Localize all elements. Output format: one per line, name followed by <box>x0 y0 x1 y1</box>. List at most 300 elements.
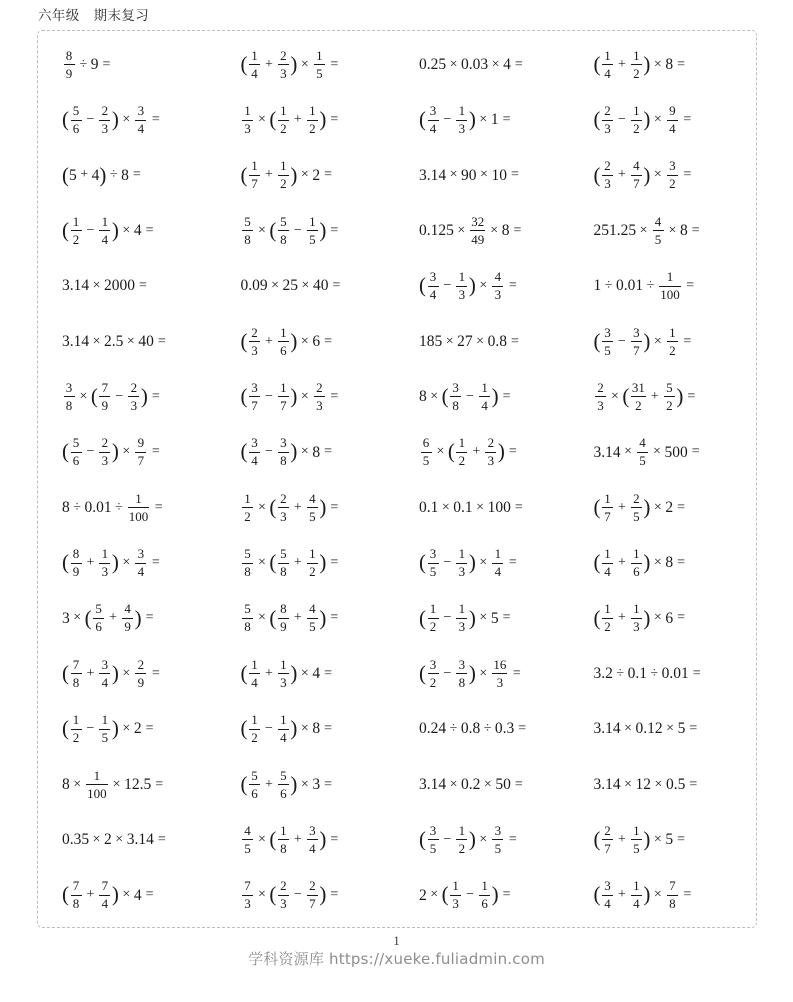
fraction-numerator: 5 <box>95 601 102 617</box>
fraction-denominator: 6 <box>95 619 102 635</box>
fraction-numerator: 1 <box>280 656 287 672</box>
fraction-numerator: 2 <box>604 158 611 174</box>
math-expression <box>62 381 160 413</box>
fraction-denominator: 2 <box>280 121 287 137</box>
fraction <box>653 215 664 247</box>
problem-cell[interactable] <box>219 369 398 424</box>
math-expression <box>419 215 521 247</box>
fraction <box>307 104 318 136</box>
problem-cell[interactable] <box>576 702 755 757</box>
parenthesis: ) <box>643 328 651 353</box>
problem-cell[interactable] <box>576 148 755 203</box>
problem-cell[interactable] <box>40 425 219 480</box>
math-expression <box>419 57 523 73</box>
math-operator: × <box>258 887 266 903</box>
fraction-numerator: 1 <box>251 712 258 728</box>
math-operator: ÷ <box>115 499 123 515</box>
fraction-denominator: 6 <box>633 564 640 580</box>
problem-cell[interactable] <box>40 702 219 757</box>
fraction-numerator: 1 <box>452 878 459 894</box>
math-expression <box>594 777 698 793</box>
problem-grid <box>38 31 756 927</box>
fraction <box>631 49 642 81</box>
math-operator: × <box>122 112 131 128</box>
problem-cell[interactable] <box>219 148 398 203</box>
fraction-denominator: 2 <box>72 730 80 746</box>
fraction <box>99 879 110 911</box>
math-expression <box>594 721 698 737</box>
fraction-numerator: 3 <box>604 324 611 340</box>
fraction-denominator: 4 <box>309 840 316 856</box>
problem-cell[interactable] <box>397 92 576 147</box>
fraction-denominator: 8 <box>244 231 251 247</box>
math-operator: + <box>618 610 626 626</box>
math-expression <box>62 436 160 468</box>
fraction-numerator: 5 <box>244 546 251 562</box>
math-operator: + <box>80 167 89 183</box>
problem-cell[interactable] <box>576 314 755 369</box>
fraction-denominator: 9 <box>72 564 80 580</box>
equals-sign: = <box>151 112 160 128</box>
parenthesis: ( <box>62 716 69 741</box>
fraction-numerator: 2 <box>633 490 640 506</box>
problem-cell[interactable] <box>576 37 755 92</box>
problem-cell[interactable] <box>219 425 398 480</box>
math-number: 3.14 <box>593 775 621 793</box>
fraction-denominator: 4 <box>669 121 676 137</box>
equals-sign: = <box>677 499 685 515</box>
fraction <box>456 658 467 690</box>
math-number: 0.3 <box>494 720 515 738</box>
fraction-denominator: 3 <box>458 564 466 580</box>
equals-sign: = <box>502 610 511 626</box>
fraction-denominator: 4 <box>429 121 437 137</box>
fraction-denominator: 4 <box>429 287 437 303</box>
problem-cell[interactable] <box>397 868 576 923</box>
math-operator: ÷ <box>646 278 655 294</box>
problem-cell[interactable] <box>576 646 755 701</box>
problem-cell[interactable] <box>219 812 398 867</box>
fraction <box>307 215 318 247</box>
fraction <box>314 381 325 413</box>
math-operator: × <box>653 333 662 349</box>
problem-cell[interactable] <box>40 480 219 535</box>
fraction <box>278 49 289 81</box>
problem-cell[interactable] <box>397 369 576 424</box>
fraction <box>307 547 318 579</box>
parenthesis: ) <box>643 162 651 187</box>
math-expression <box>241 215 339 247</box>
problem-cell[interactable] <box>40 203 219 258</box>
math-operator: × <box>92 333 101 349</box>
math-operator: − <box>443 112 452 128</box>
math-expression <box>594 436 700 468</box>
parenthesis: ) <box>468 273 476 298</box>
problem-cell[interactable] <box>576 369 755 424</box>
fraction <box>602 159 613 191</box>
problem-cell[interactable] <box>397 37 576 92</box>
parenthesis: ) <box>290 328 298 353</box>
math-operator: + <box>265 56 273 72</box>
math-operator: − <box>86 721 95 737</box>
equals-sign: = <box>139 278 147 294</box>
problem-cell[interactable] <box>576 757 755 812</box>
fraction-numerator: 7 <box>669 878 676 894</box>
fraction-denominator: 3 <box>452 896 459 912</box>
fraction <box>667 159 678 191</box>
fraction <box>242 104 253 136</box>
problem-cell[interactable] <box>40 369 219 424</box>
fraction-numerator: 1 <box>633 601 640 617</box>
math-operator: × <box>300 167 309 183</box>
fraction-bar <box>667 341 678 342</box>
problem-cell[interactable] <box>397 425 576 480</box>
parenthesis: ( <box>240 771 248 796</box>
math-operator: × <box>300 776 309 792</box>
parenthesis: ( <box>593 550 601 575</box>
math-operator: − <box>86 222 95 238</box>
equals-sign: = <box>683 167 692 183</box>
parenthesis: ( <box>419 605 426 630</box>
fraction <box>492 824 503 856</box>
fraction-numerator: 2 <box>309 878 316 894</box>
fraction <box>242 215 253 247</box>
problem-cell[interactable] <box>40 591 219 646</box>
fraction-denominator: 3 <box>280 896 287 912</box>
problem-cell[interactable] <box>40 757 219 812</box>
math-operator: × <box>300 333 309 349</box>
parenthesis: ) <box>134 605 142 630</box>
problem-cell[interactable] <box>40 148 219 203</box>
problem-cell[interactable] <box>397 148 576 203</box>
math-expression <box>419 602 510 634</box>
fraction-denominator: 4 <box>604 896 611 912</box>
fraction-denominator: 3 <box>458 121 466 137</box>
problem-cell[interactable] <box>576 591 755 646</box>
math-operator: + <box>293 610 302 626</box>
fraction-numerator: 3 <box>669 158 676 174</box>
fraction-numerator: 8 <box>65 47 73 63</box>
problem-cell[interactable] <box>219 535 398 590</box>
problem-cell[interactable] <box>397 259 576 314</box>
parenthesis: ) <box>111 439 119 464</box>
fraction-numerator: 7 <box>244 878 251 894</box>
fraction-denominator: 4 <box>604 65 611 81</box>
fraction-numerator: 4 <box>244 822 251 838</box>
problem-cell[interactable] <box>219 480 398 535</box>
problem-cell[interactable] <box>219 203 398 258</box>
watermark-credit: 学科资源库 https://xueke.fuliadmin.com <box>248 950 545 968</box>
fraction <box>479 879 490 911</box>
parenthesis: ( <box>622 384 630 409</box>
math-number: 3.14 <box>593 720 621 738</box>
fraction-numerator: 4 <box>654 213 662 229</box>
fraction-numerator: 5 <box>72 103 80 119</box>
fraction <box>135 436 146 468</box>
equals-sign: = <box>510 333 519 349</box>
problem-cell[interactable] <box>397 702 576 757</box>
math-number: 12 <box>635 775 652 793</box>
math-operator: × <box>654 776 663 792</box>
fraction-denominator: 4 <box>251 65 258 81</box>
fraction-numerator: 1 <box>429 601 437 617</box>
fraction-numerator: 1 <box>604 490 611 506</box>
fraction-denominator: 2 <box>309 121 316 137</box>
math-operator: × <box>92 278 101 294</box>
math-number: 0.1 <box>627 665 647 683</box>
equals-sign: = <box>508 555 517 571</box>
math-expression <box>594 215 700 247</box>
problem-cell[interactable] <box>576 92 755 147</box>
equals-sign: = <box>687 388 696 404</box>
fraction-numerator: 1 <box>251 656 258 672</box>
fraction-numerator: 1 <box>633 103 640 119</box>
fraction <box>602 49 613 81</box>
equals-sign: = <box>330 555 339 571</box>
math-number: 8 <box>312 720 321 738</box>
fraction <box>485 436 496 468</box>
problem-cell[interactable] <box>219 92 398 147</box>
parenthesis: ) <box>491 384 499 409</box>
fraction-denominator: 3 <box>604 176 611 192</box>
fraction-numerator: 16 <box>493 656 507 672</box>
math-operator: − <box>443 278 452 294</box>
fraction-denominator: 2 <box>429 674 437 690</box>
math-operator: − <box>265 388 273 404</box>
math-operator: × <box>479 278 488 294</box>
equals-sign: = <box>155 776 164 792</box>
fraction <box>99 713 110 745</box>
math-number: 4 <box>503 55 511 73</box>
math-expression <box>241 769 332 801</box>
fraction-denominator: 5 <box>429 564 437 580</box>
equals-sign: = <box>513 222 522 238</box>
problem-cell[interactable] <box>397 203 576 258</box>
fraction-numerator: 1 <box>604 601 611 617</box>
math-operator: × <box>258 555 266 571</box>
parenthesis: ( <box>593 882 601 907</box>
fraction <box>278 713 289 745</box>
parenthesis: ( <box>62 107 69 132</box>
problem-cell[interactable] <box>219 868 398 923</box>
math-expression <box>62 879 153 911</box>
problem-cell[interactable] <box>219 702 398 757</box>
equals-sign: = <box>157 333 166 349</box>
problem-cell[interactable] <box>219 37 398 92</box>
fraction-numerator: 4 <box>124 601 131 617</box>
math-operator: − <box>115 388 124 404</box>
problem-cell[interactable] <box>397 480 576 535</box>
fraction-numerator: 3 <box>429 269 437 285</box>
math-number: 1 <box>593 277 602 295</box>
math-number: 100 <box>487 498 511 516</box>
problem-cell[interactable] <box>576 868 755 923</box>
problem-cell[interactable] <box>40 535 219 590</box>
problem-cell[interactable] <box>397 314 576 369</box>
problem-cell[interactable] <box>40 37 219 92</box>
fraction <box>71 658 82 690</box>
math-operator: × <box>653 555 662 571</box>
problem-cell[interactable] <box>397 535 576 590</box>
problem-cell[interactable] <box>40 314 219 369</box>
fraction-numerator: 1 <box>280 379 287 395</box>
equals-sign: = <box>691 222 700 238</box>
math-number: 8 <box>419 388 427 406</box>
fraction-denominator: 2 <box>635 397 642 413</box>
fraction-denominator: 5 <box>244 840 251 856</box>
math-operator: + <box>618 167 626 183</box>
fraction <box>249 658 260 690</box>
math-number: 8 <box>62 775 70 793</box>
fraction-numerator: 1 <box>135 490 142 506</box>
problem-cell[interactable] <box>219 314 398 369</box>
math-expression <box>62 492 163 524</box>
math-number: 8 <box>665 55 674 73</box>
math-operator: − <box>443 665 452 681</box>
problem-cell[interactable] <box>40 259 219 314</box>
equals-sign: = <box>514 56 523 72</box>
problem-cell[interactable] <box>576 480 755 535</box>
fraction-numerator: 3 <box>429 656 437 672</box>
equals-sign: = <box>508 444 517 460</box>
math-number: 5 <box>490 609 499 627</box>
math-number: 500 <box>664 443 688 461</box>
math-operator: + <box>618 499 626 515</box>
problem-cell[interactable] <box>397 591 576 646</box>
math-number: 2 <box>419 886 427 904</box>
fraction-numerator: 1 <box>458 103 466 119</box>
fraction-denominator: 9 <box>124 619 131 635</box>
fraction-numerator: 1 <box>93 767 101 783</box>
fraction <box>64 49 75 81</box>
parenthesis: ) <box>468 827 476 852</box>
problem-cell[interactable] <box>576 535 755 590</box>
equals-sign: = <box>157 831 166 847</box>
fraction-numerator: 7 <box>72 878 80 894</box>
math-operator: − <box>293 222 302 238</box>
fraction <box>602 104 613 136</box>
fraction <box>71 215 82 247</box>
parenthesis: ( <box>62 439 69 464</box>
math-number: 185 <box>419 332 443 350</box>
math-number: 8 <box>312 443 321 461</box>
equals-sign: = <box>686 278 695 294</box>
equals-sign: = <box>514 499 523 515</box>
math-operator: × <box>476 499 485 515</box>
parenthesis: ( <box>593 328 601 353</box>
parenthesis: ( <box>62 882 69 907</box>
problem-cell[interactable] <box>40 92 219 147</box>
problem-cell[interactable] <box>576 425 755 480</box>
math-number: 0.5 <box>665 775 686 793</box>
problem-cell[interactable] <box>576 812 755 867</box>
math-operator: × <box>653 887 662 903</box>
equals-sign: = <box>330 112 339 128</box>
math-number: 4 <box>133 886 142 904</box>
math-operator: × <box>666 721 675 737</box>
parenthesis: ( <box>240 162 248 187</box>
problem-cell[interactable] <box>219 646 398 701</box>
fraction <box>307 492 318 524</box>
fraction-denominator: 3 <box>604 121 611 137</box>
problem-cell[interactable] <box>40 868 219 923</box>
fraction <box>595 381 606 413</box>
fraction <box>631 159 642 191</box>
problem-cell[interactable] <box>397 812 576 867</box>
fraction-numerator: 1 <box>666 269 674 285</box>
parenthesis: ( <box>62 217 69 242</box>
problem-cell[interactable] <box>397 646 576 701</box>
math-expression <box>594 879 692 911</box>
equals-sign: = <box>508 831 517 847</box>
fraction-numerator: 1 <box>481 878 488 894</box>
fraction-numerator: 7 <box>101 379 109 395</box>
math-number: 0.8 <box>460 720 481 738</box>
fraction-denominator: 3 <box>633 619 640 635</box>
fraction-numerator: 6 <box>422 435 430 451</box>
math-number: 8 <box>501 222 510 240</box>
math-number: 50 <box>495 775 511 793</box>
problem-cell[interactable] <box>397 757 576 812</box>
equals-sign: = <box>502 887 511 903</box>
math-expression <box>62 658 160 690</box>
fraction-denominator: 2 <box>604 619 611 635</box>
fraction <box>249 49 260 81</box>
math-number: 90 <box>461 166 477 184</box>
fraction-numerator: 2 <box>101 435 109 451</box>
equals-sign: = <box>324 333 332 349</box>
math-operator: × <box>479 555 488 571</box>
math-number: 1 <box>490 111 499 129</box>
fraction-numerator: 3 <box>452 379 459 395</box>
math-operator: × <box>115 831 124 847</box>
problem-cell[interactable] <box>40 812 219 867</box>
fraction <box>242 492 253 524</box>
fraction-denominator: 4 <box>251 674 258 690</box>
fraction-numerator: 2 <box>251 324 258 340</box>
fraction-denominator: 3 <box>487 453 495 469</box>
equals-sign: = <box>683 887 692 903</box>
problem-cell[interactable] <box>219 259 398 314</box>
problem-cell[interactable] <box>576 259 755 314</box>
parenthesis: ( <box>269 827 277 852</box>
fraction-denominator: 6 <box>72 121 80 137</box>
parenthesis: ( <box>240 716 248 741</box>
fraction <box>602 824 613 856</box>
parenthesis: ) <box>491 882 499 907</box>
fraction-denominator: 2 <box>669 342 676 358</box>
problem-cell[interactable] <box>576 203 755 258</box>
math-number: 5 <box>69 166 77 184</box>
problem-cell[interactable] <box>219 757 398 812</box>
equals-sign: = <box>510 167 519 183</box>
problem-cell[interactable] <box>219 591 398 646</box>
problem-cell[interactable] <box>40 646 219 701</box>
fraction-denominator: 8 <box>244 619 251 635</box>
fraction-denominator: 3 <box>244 121 251 137</box>
fraction-denominator: 100 <box>87 785 107 801</box>
fraction-denominator: 3 <box>280 508 287 524</box>
equals-sign: = <box>330 887 339 903</box>
math-number: 2 <box>133 720 142 738</box>
fraction-numerator: 3 <box>633 324 640 340</box>
fraction <box>99 381 110 413</box>
math-number: 8 <box>679 222 688 240</box>
math-operator: + <box>265 776 273 792</box>
math-expression <box>419 547 517 579</box>
fraction-denominator: 5 <box>494 840 502 856</box>
fraction-denominator: 8 <box>280 453 287 469</box>
